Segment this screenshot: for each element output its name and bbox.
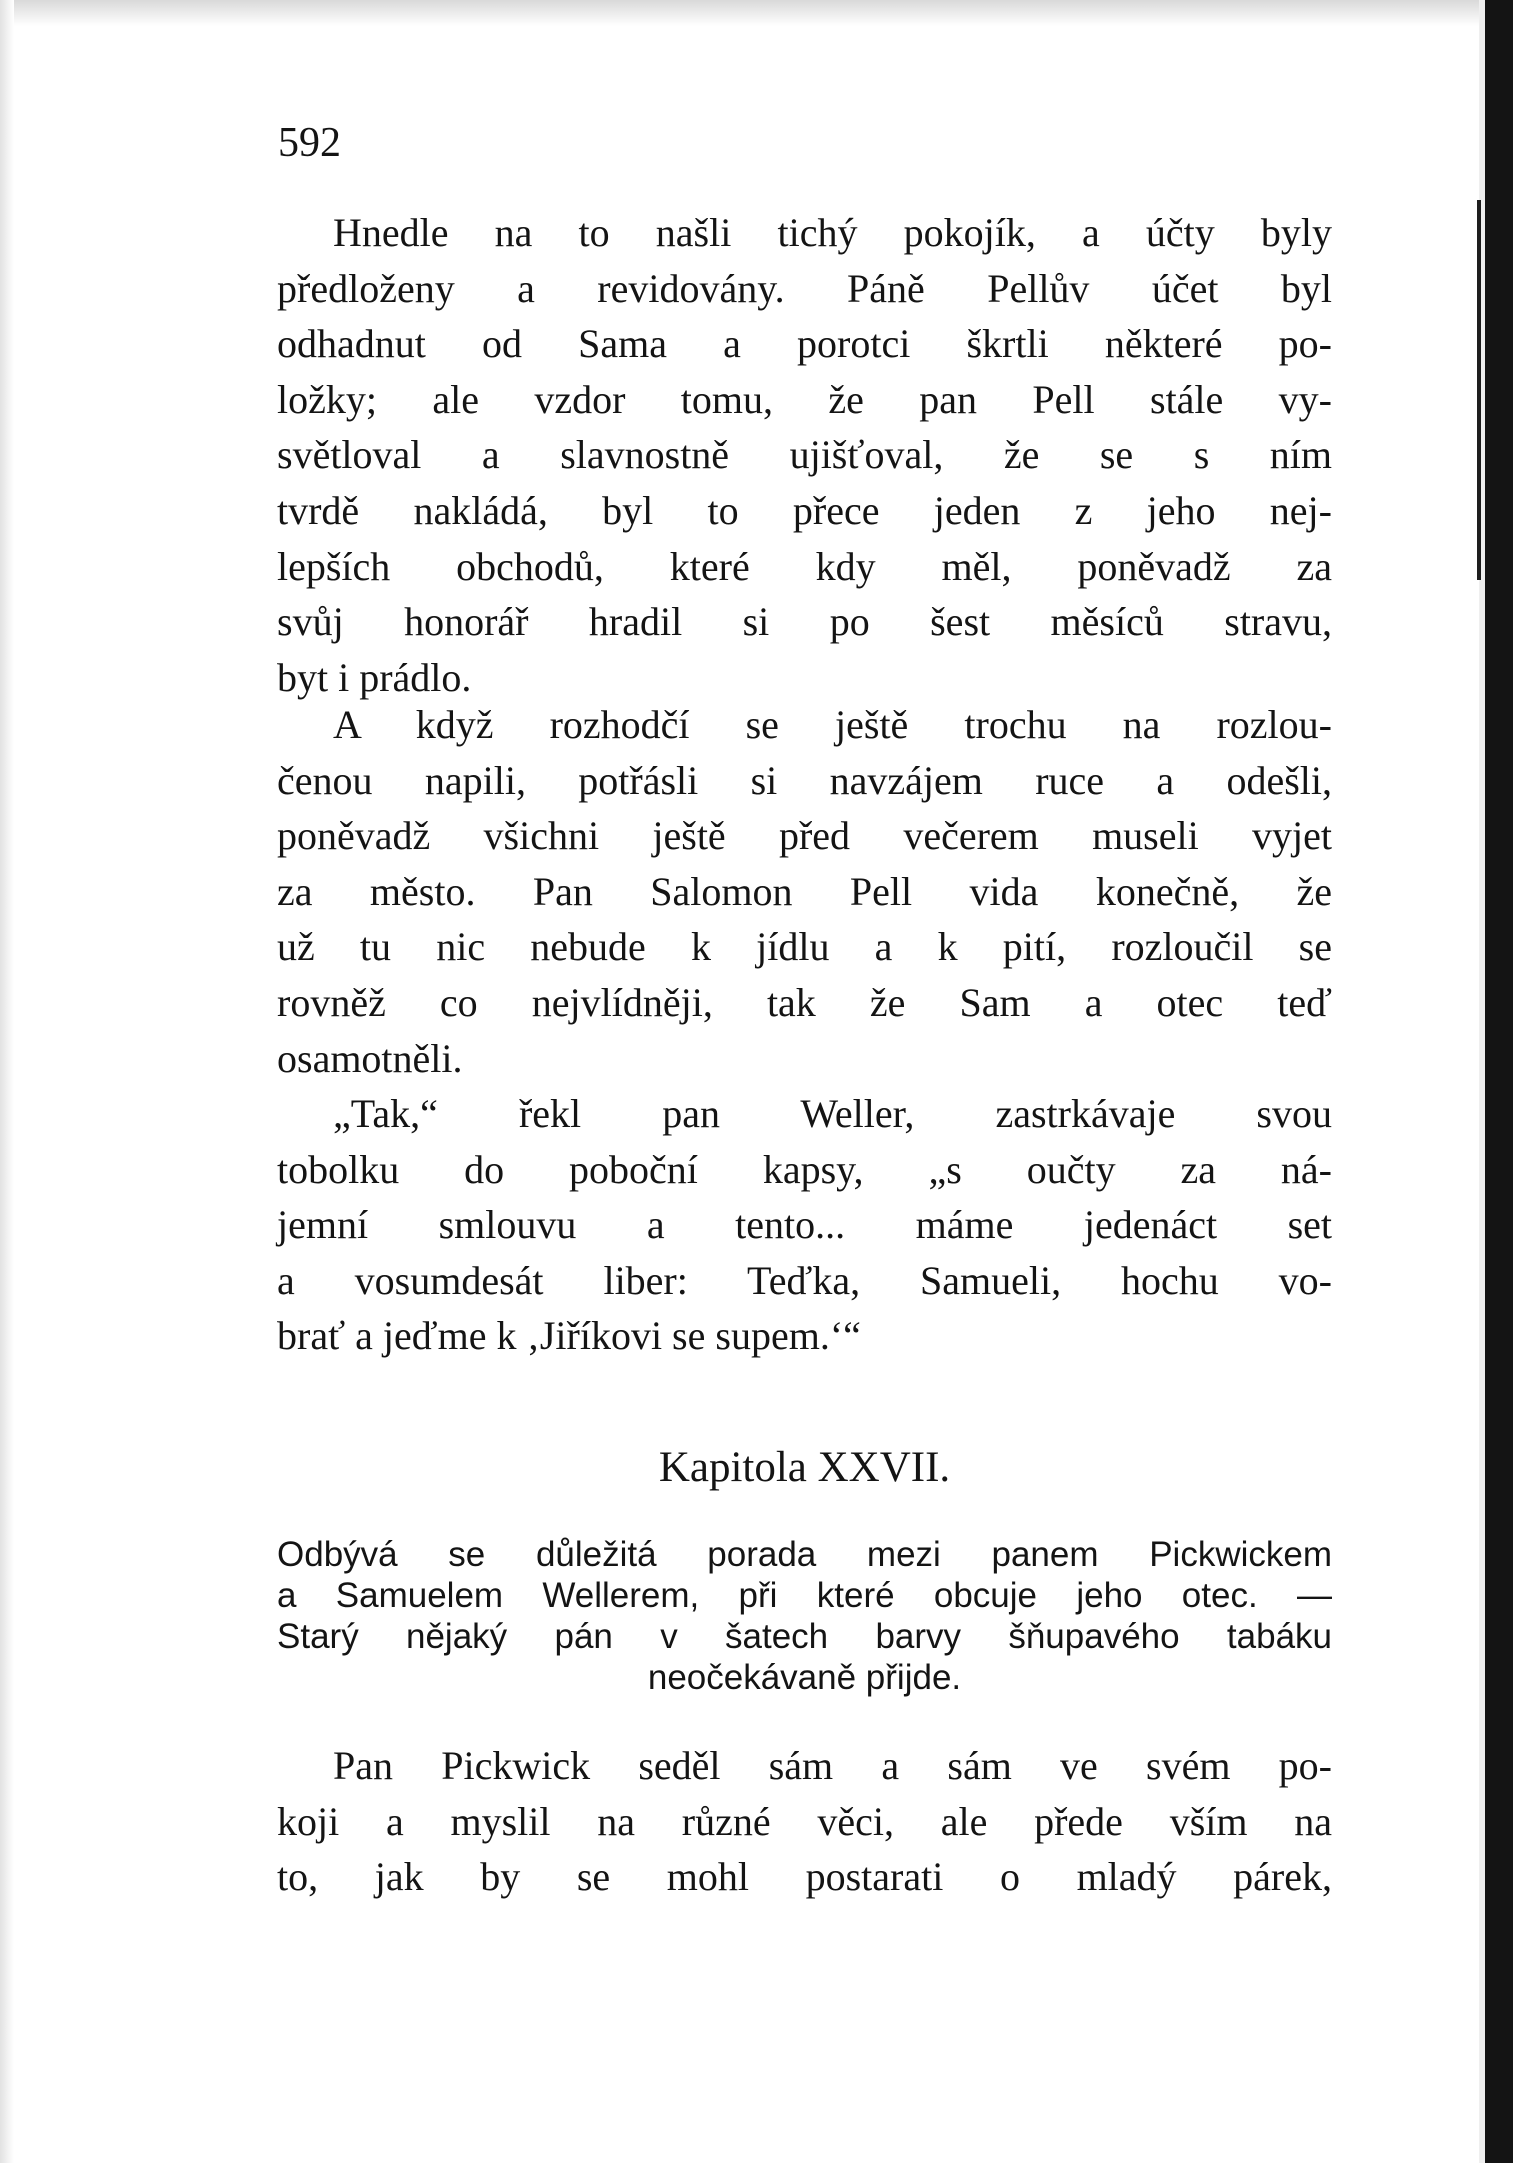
text-line: tobolku do poboční kapsy, „s oučty za ná- [277,1146,1332,1192]
scan-left-shadow [0,0,14,2163]
text-line: koji a myslil na různé věci, ale přede vším na [277,1798,1332,1844]
scan-top-shadow [0,0,1513,26]
text-line: „Tak,“ řekl pan Weller, zastrkávaje svou [333,1091,1332,1136]
text-line: to, jak by se mohl postarati o mladý párek, [277,1854,1332,1900]
text-line: světloval a slavnostně ujišťoval, že se s ním [277,432,1332,478]
text-line: ložky; ale vzdor tomu, že pan Pell stále vy- [277,376,1332,422]
paragraph-3 [277,1086,1332,1364]
scan-right-edge [1485,0,1513,2163]
summary-line: a Samuelem Wellerem, při které obcuje jeho otec. — [277,1576,1332,1615]
text-line: byt i prádlo. [277,654,472,700]
text-line: tvrdě nakládá, byl to přece jeden z jeho nej- [277,487,1332,533]
summary-line: Starý nějaký pán v šatech barvy šňupavého tabáku [277,1617,1332,1656]
chapter-summary [277,1534,1332,1698]
text-line: A když rozhodčí se ještě trochu na rozlou- [333,702,1332,747]
text-line: Pan Pickwick seděl sám a sám ve svém po- [333,1743,1332,1788]
text-line: jemní smlouvu a tento... máme jedenáct set [277,1202,1332,1248]
text-line: brať a jeďme k ‚Jiříkovi se supem.‘“ [277,1313,861,1359]
text-line: lepších obchodů, které kdy měl, poněvadž za [277,543,1332,589]
text-line: odhadnut od Sama a porotci škrtli některé po- [277,321,1332,367]
text-line: poněvadž všichni ještě před večerem museli vyjet [277,813,1332,859]
summary-line: neočekávaně přijde. [647,1658,962,1697]
text-line: předloženy a revidovány. Páně Pellův účet byl [277,265,1332,311]
chapter-heading: Kapitola XXVII. [658,1444,951,1491]
text-line: Hnedle na to našli tichý pokojík, a účty byly [333,210,1332,255]
text-line: rovněž co nejvlídněji, tak že Sam a otec teď [277,979,1332,1025]
page-fold-line [1477,200,1481,580]
paragraph-1 [277,205,1332,705]
text-line: za město. Pan Salomon Pell vida konečně, že [277,868,1332,914]
page-number: 592 [278,120,341,166]
text-line: a vosumdesát liber: Teďka, Samueli, hochu vo- [277,1257,1332,1303]
text-line: už tu nic nebude k jídlu a k pití, rozloučil se [277,924,1332,970]
text-line: svůj honorář hradil si po šest měsíců stravu, [277,599,1332,645]
text-line: osamotněli. [277,1035,463,1081]
text-line: čenou napili, potřásli si navzájem ruce a odešli, [277,757,1332,803]
paragraph-2 [277,697,1332,1086]
chapter-opening-paragraph [277,1738,1332,1905]
summary-line: Odbývá se důležitá porada mezi panem Pickwickem [277,1535,1332,1574]
